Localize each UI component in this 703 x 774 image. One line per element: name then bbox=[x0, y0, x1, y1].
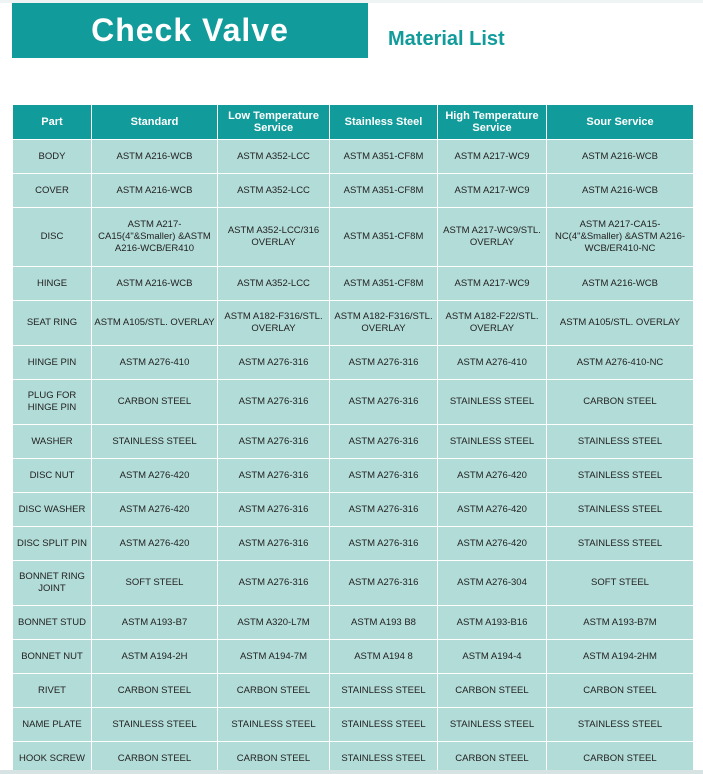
table-cell: CARBON STEEL bbox=[438, 742, 547, 774]
table-cell-part: HINGE PIN bbox=[13, 346, 92, 380]
table-cell: CARBON STEEL bbox=[547, 380, 694, 425]
table-cell: ASTM A276-420 bbox=[92, 527, 218, 561]
table-cell: STAINLESS STEEL bbox=[330, 742, 438, 774]
table-cell: ASTM A216-WCB bbox=[92, 140, 218, 174]
table-cell: STAINLESS STEEL bbox=[547, 425, 694, 459]
table-cell: ASTM A352-LCC/316 OVERLAY bbox=[218, 208, 330, 267]
table-cell: ASTM A193-B7 bbox=[92, 606, 218, 640]
table-cell: STAINLESS STEEL bbox=[547, 708, 694, 742]
table-cell: ASTM A276-420 bbox=[92, 459, 218, 493]
table-row bbox=[13, 174, 694, 208]
table-cell: ASTM A276-316 bbox=[330, 527, 438, 561]
table-row bbox=[13, 267, 694, 301]
table-cell: ASTM A194-2H bbox=[92, 640, 218, 674]
table-cell: ASTM A182-F22/STL. OVERLAY bbox=[438, 301, 547, 346]
table-cell: ASTM A194-2HM bbox=[547, 640, 694, 674]
table-row bbox=[13, 527, 694, 561]
table-cell: ASTM A216-WCB bbox=[92, 267, 218, 301]
table-cell: ASTM A320-L7M bbox=[218, 606, 330, 640]
table-cell: SOFT STEEL bbox=[547, 561, 694, 606]
table-cell-part: BONNET STUD bbox=[13, 606, 92, 640]
table-row bbox=[13, 301, 694, 346]
table-row bbox=[13, 493, 694, 527]
table-cell: ASTM A182-F316/STL. OVERLAY bbox=[218, 301, 330, 346]
page-subtitle: Material List bbox=[388, 28, 505, 50]
table-cell: ASTM A193 B8 bbox=[330, 606, 438, 640]
page-title: Check Valve bbox=[91, 12, 289, 48]
table-cell: ASTM A276-316 bbox=[330, 561, 438, 606]
table-cell: ASTM A216-WCB bbox=[547, 140, 694, 174]
title-banner bbox=[12, 3, 368, 58]
column-header-stainless-steel: Stainless Steel bbox=[330, 105, 438, 140]
table-cell-part: DISC bbox=[13, 208, 92, 267]
table-cell: STAINLESS STEEL bbox=[218, 708, 330, 742]
table-cell-part: BONNET NUT bbox=[13, 640, 92, 674]
table-cell: ASTM A276-410 bbox=[92, 346, 218, 380]
table-cell: ASTM A217-WC9 bbox=[438, 140, 547, 174]
table-cell-part: HINGE bbox=[13, 267, 92, 301]
table-cell: ASTM A276-316 bbox=[218, 346, 330, 380]
table-cell: ASTM A182-F316/STL. OVERLAY bbox=[330, 301, 438, 346]
table-cell: CARBON STEEL bbox=[92, 380, 218, 425]
table-cell-part: DISC NUT bbox=[13, 459, 92, 493]
column-header-high-temperature-service: High Temperature Service bbox=[438, 105, 547, 140]
table-cell: ASTM A276-316 bbox=[218, 493, 330, 527]
table-cell: STAINLESS STEEL bbox=[92, 708, 218, 742]
table-cell-part: WASHER bbox=[13, 425, 92, 459]
table-cell: STAINLESS STEEL bbox=[330, 674, 438, 708]
table-cell: ASTM A276-316 bbox=[218, 459, 330, 493]
table-cell: STAINLESS STEEL bbox=[330, 708, 438, 742]
table-cell: ASTM A351-CF8M bbox=[330, 267, 438, 301]
table-row bbox=[13, 208, 694, 267]
table-cell-part: DISC WASHER bbox=[13, 493, 92, 527]
table-cell: CARBON STEEL bbox=[218, 674, 330, 708]
table-cell: ASTM A276-316 bbox=[218, 425, 330, 459]
table-cell: ASTM A193-B7M bbox=[547, 606, 694, 640]
table-cell: ASTM A276-316 bbox=[218, 380, 330, 425]
table-cell: ASTM A351-CF8M bbox=[330, 208, 438, 267]
table-cell: ASTM A276-410 bbox=[438, 346, 547, 380]
table-cell: ASTM A276-420 bbox=[438, 459, 547, 493]
table-cell: ASTM A194-4 bbox=[438, 640, 547, 674]
table-cell: CARBON STEEL bbox=[92, 674, 218, 708]
table-cell: ASTM A216-WCB bbox=[547, 174, 694, 208]
table-cell: CARBON STEEL bbox=[547, 674, 694, 708]
table-cell: ASTM A216-WCB bbox=[92, 174, 218, 208]
table-row bbox=[13, 425, 694, 459]
table-cell: ASTM A276-316 bbox=[330, 346, 438, 380]
table-cell-part: COVER bbox=[13, 174, 92, 208]
column-header-sour-service: Sour Service bbox=[547, 105, 694, 140]
table-cell-part: BODY bbox=[13, 140, 92, 174]
table-cell: ASTM A194-7M bbox=[218, 640, 330, 674]
table-cell: ASTM A216-WCB bbox=[547, 267, 694, 301]
material-table-container bbox=[12, 104, 693, 774]
table-cell: SOFT STEEL bbox=[92, 561, 218, 606]
table-cell: ASTM A351-CF8M bbox=[330, 140, 438, 174]
table-cell: ASTM A276-420 bbox=[438, 493, 547, 527]
table-cell: ASTM A352-LCC bbox=[218, 174, 330, 208]
table-cell: ASTM A276-304 bbox=[438, 561, 547, 606]
table-cell: CARBON STEEL bbox=[92, 742, 218, 774]
table-header-row bbox=[13, 105, 694, 140]
table-row bbox=[13, 380, 694, 425]
table-cell: ASTM A276-410-NC bbox=[547, 346, 694, 380]
table-cell-part: DISC SPLIT PIN bbox=[13, 527, 92, 561]
table-row bbox=[13, 459, 694, 493]
table-cell: ASTM A217-WC9/STL. OVERLAY bbox=[438, 208, 547, 267]
table-cell: STAINLESS STEEL bbox=[547, 459, 694, 493]
table-cell: ASTM A351-CF8M bbox=[330, 174, 438, 208]
table-cell: ASTM A352-LCC bbox=[218, 267, 330, 301]
table-cell: ASTM A217-CA15(4"&Smaller) &ASTM A216-WCB/ER410 bbox=[92, 208, 218, 267]
table-cell: ASTM A276-316 bbox=[330, 493, 438, 527]
table-cell-part: RIVET bbox=[13, 674, 92, 708]
table-row bbox=[13, 708, 694, 742]
table-cell: ASTM A105/STL. OVERLAY bbox=[92, 301, 218, 346]
column-header-low-temperature-service: Low Temperature Service bbox=[218, 105, 330, 140]
table-row bbox=[13, 640, 694, 674]
table-cell-part: HOOK SCREW bbox=[13, 742, 92, 774]
table-cell: ASTM A276-316 bbox=[330, 459, 438, 493]
table-cell: ASTM A217-WC9 bbox=[438, 267, 547, 301]
material-table bbox=[12, 104, 693, 774]
table-row bbox=[13, 674, 694, 708]
table-cell: ASTM A105/STL. OVERLAY bbox=[547, 301, 694, 346]
table-cell-part: NAME PLATE bbox=[13, 708, 92, 742]
table-cell: ASTM A276-420 bbox=[438, 527, 547, 561]
table-row bbox=[13, 140, 694, 174]
table-cell: STAINLESS STEEL bbox=[438, 708, 547, 742]
table-cell: STAINLESS STEEL bbox=[438, 425, 547, 459]
table-cell-part: PLUG FOR HINGE PIN bbox=[13, 380, 92, 425]
column-header-standard: Standard bbox=[92, 105, 218, 140]
bottom-divider bbox=[0, 770, 703, 774]
table-cell: STAINLESS STEEL bbox=[438, 380, 547, 425]
table-row bbox=[13, 606, 694, 640]
table-cell: CARBON STEEL bbox=[438, 674, 547, 708]
table-cell: ASTM A217-WC9 bbox=[438, 174, 547, 208]
table-cell-part: BONNET RING JOINT bbox=[13, 561, 92, 606]
table-cell: ASTM A352-LCC bbox=[218, 140, 330, 174]
column-header-part: Part bbox=[13, 105, 92, 140]
table-cell: CARBON STEEL bbox=[218, 742, 330, 774]
table-cell: ASTM A217-CA15-NC(4"&Smaller) &ASTM A216-WCB/ER410-NC bbox=[547, 208, 694, 267]
table-cell: STAINLESS STEEL bbox=[547, 493, 694, 527]
table-cell: ASTM A276-316 bbox=[218, 561, 330, 606]
table-cell: ASTM A193-B16 bbox=[438, 606, 547, 640]
table-cell-part: SEAT RING bbox=[13, 301, 92, 346]
table-cell: STAINLESS STEEL bbox=[547, 527, 694, 561]
table-cell: ASTM A276-316 bbox=[330, 380, 438, 425]
table-cell: ASTM A276-316 bbox=[218, 527, 330, 561]
table-cell: ASTM A276-316 bbox=[330, 425, 438, 459]
table-cell: STAINLESS STEEL bbox=[92, 425, 218, 459]
table-row bbox=[13, 346, 694, 380]
table-cell: ASTM A194 8 bbox=[330, 640, 438, 674]
table-cell: CARBON STEEL bbox=[547, 742, 694, 774]
table-row bbox=[13, 561, 694, 606]
table-cell: ASTM A276-420 bbox=[92, 493, 218, 527]
